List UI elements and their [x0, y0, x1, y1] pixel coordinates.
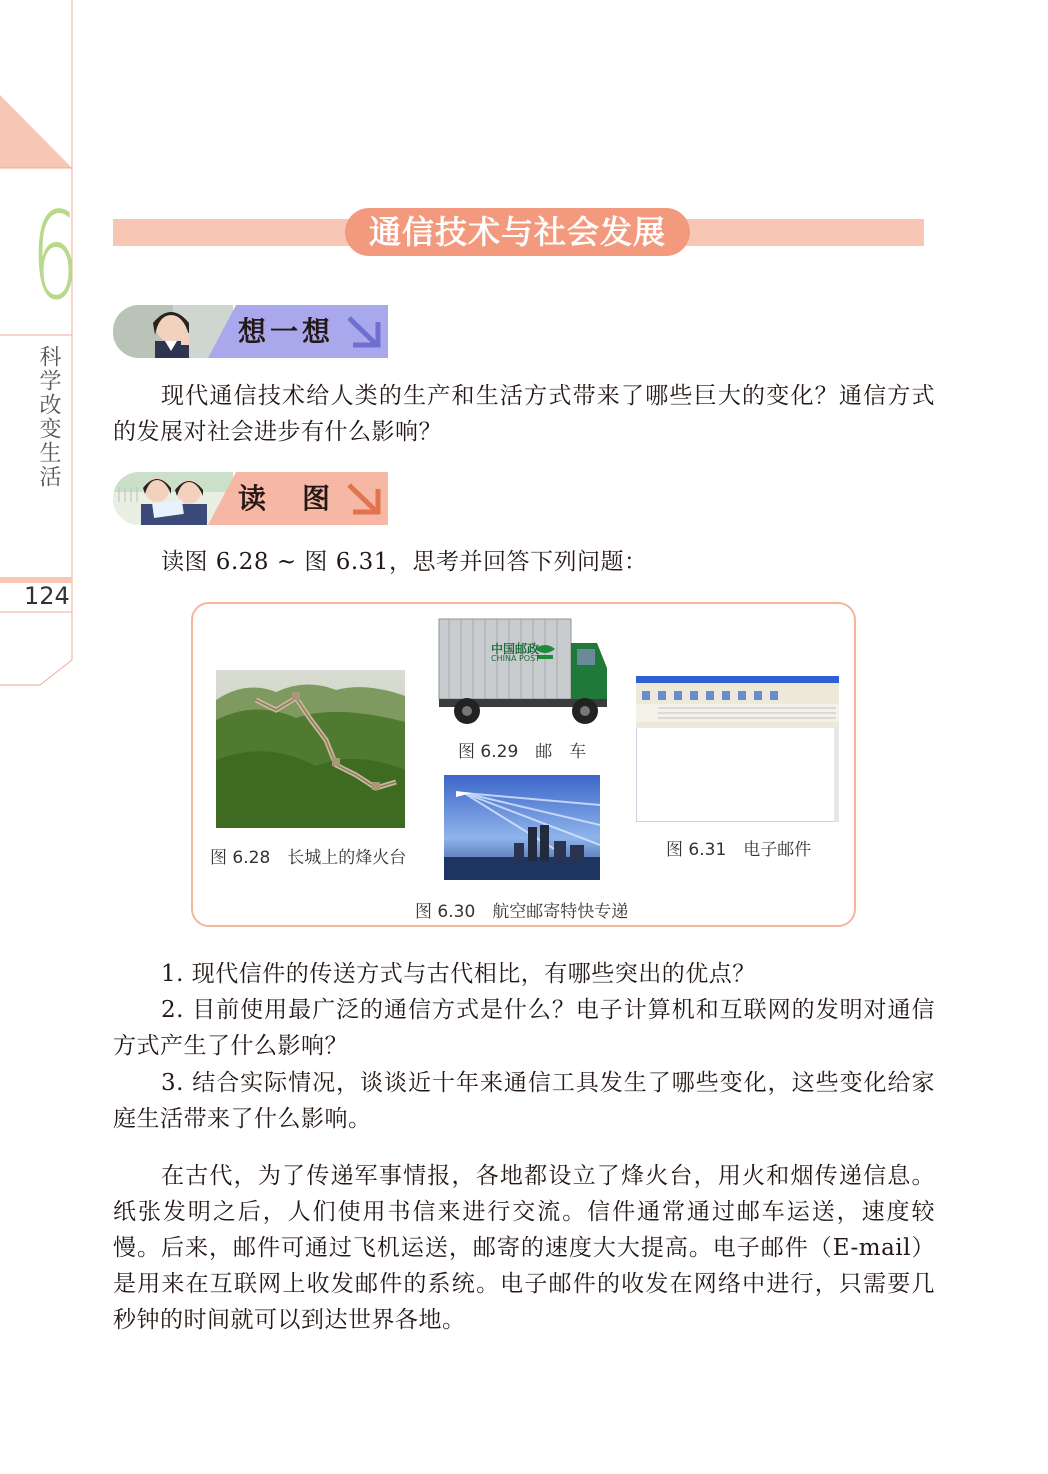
caption-6-30: 图 6.30 航空邮寄特快专递: [415, 902, 629, 922]
caption-6-29: 图 6.29 邮 车: [458, 742, 587, 762]
page-number: 124: [24, 582, 70, 610]
arrow-down-right-icon: [345, 314, 383, 350]
email-window-image: [636, 676, 839, 822]
body-paragraph: 在古代，为了传递军事情报，各地都设立了烽火台，用火和烟传递信息。纸张发明之后，人们使用书信来进行交流。信件通常通过邮车运送，速度较慢。后来，邮件可通过飞机运送，邮寄的速度大大提高。电子邮件（E-mail）是用来在互联网上收发邮件的系统。电子邮件的收发在网络中进行，只需要几秒钟的时间就可以到达世界各地。: [113, 1163, 935, 1333]
read-label: 读 图: [238, 482, 335, 515]
chapter-name: 科学改变生活: [36, 345, 61, 489]
caption-6-28: 图 6.28 长城上的烽火台: [210, 848, 407, 868]
arrow-down-right-icon: [345, 481, 383, 517]
chapter-number: 6: [31, 188, 79, 327]
section-title: 通信技术与社会发展: [345, 208, 690, 256]
post-truck-image: [437, 613, 609, 728]
question-1: 1. 现代信件的传送方式与古代相比，有哪些突出的优点？: [161, 961, 756, 987]
truck-logo-english: CHINA POST: [491, 654, 541, 663]
airmail-image: [444, 775, 600, 880]
great-wall-image: [216, 670, 405, 828]
think-label: 想一想: [238, 315, 335, 348]
read-intro: 读图 6.28 ~ 图 6.31，思考并回答下列问题：: [161, 549, 648, 575]
question-3: 3. 结合实际情况，谈谈近十年来通信工具发生了哪些变化，这些变化给家庭生活带来了什么影响。: [113, 1070, 935, 1132]
think-header: [113, 305, 388, 358]
read-header: [113, 472, 388, 525]
think-question: 现代通信技术给人类的生产和生活方式带来了哪些巨大的变化？通信方式的发展对社会进步有什么影响？: [113, 383, 935, 445]
caption-6-31: 图 6.31 电子邮件: [666, 840, 812, 860]
truck-logo-text: 中国邮政: [491, 642, 540, 656]
question-2: 2. 目前使用最广泛的通信方式是什么？电子计算机和互联网的发明对通信方式产生了什么影响？: [113, 997, 935, 1059]
